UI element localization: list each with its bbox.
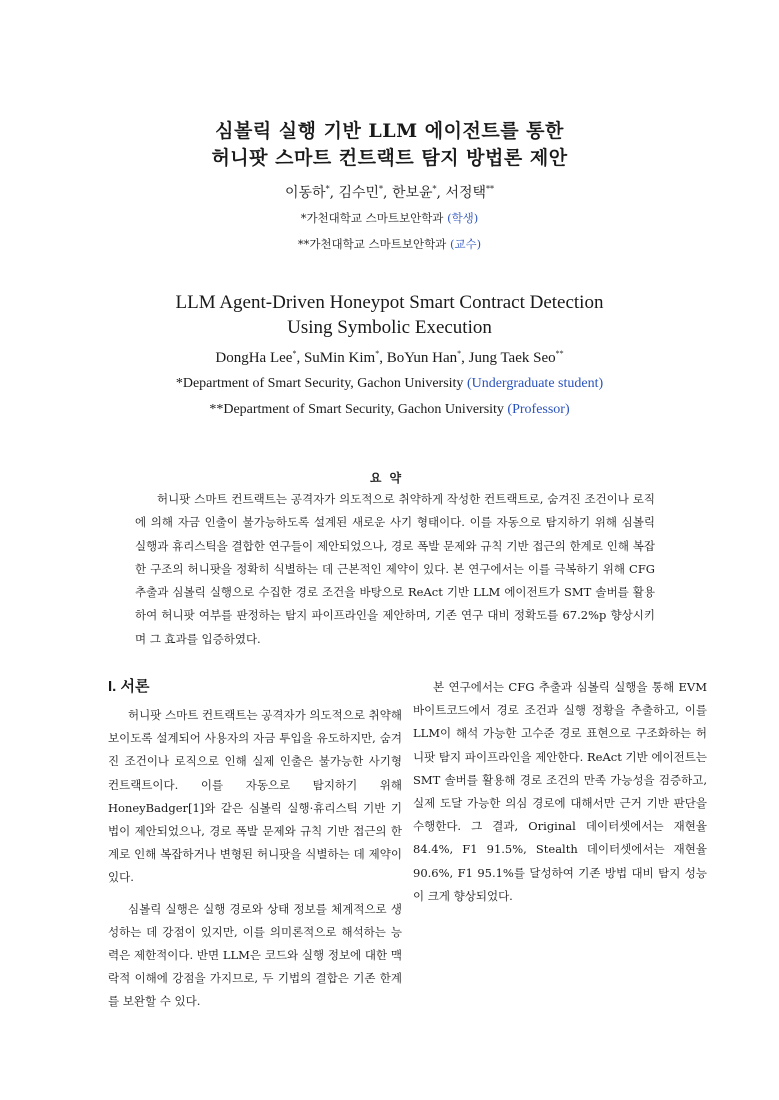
paragraph-text: 심볼릭 실행은 실행 경로와 상태 정보를 체계적으로 생성하는 데 강점이 있지만, 이를 의미론적으로 해석하는 능력은 제한적이다. 반면 LLM은 코드와 실행 정보에 대한 맥락적 이해에 강점을 가지므로, 두 기법의 결합은 기존 한계를 보완할 수 있다. xyxy=(108,901,402,1009)
author-kr-3: 한보윤 xyxy=(391,185,433,201)
section-title: I. 서론 xyxy=(108,678,150,695)
affiliation-text: Department of Smart Security, Gachon University xyxy=(223,402,508,417)
author-separator: , xyxy=(329,185,339,201)
author-separator: , xyxy=(296,350,304,366)
author-separator: , xyxy=(379,350,387,366)
affiliation-text: 가천대학교 스마트보안학과 xyxy=(306,211,448,225)
korean-title-line-2: 허니팟 스마트 컨트랙트 탐지 방법론 제안 xyxy=(211,147,568,169)
paragraph xyxy=(108,898,402,1014)
paragraph xyxy=(108,704,402,890)
affiliation-text: Department of Smart Security, Gachon University xyxy=(182,376,467,391)
abstract-heading: 요약 xyxy=(369,471,410,485)
english-authors xyxy=(0,350,779,367)
korean-authors xyxy=(0,182,779,202)
affiliation-role: (교수) xyxy=(449,237,482,251)
english-title-line-2: Using Symbolic Execution xyxy=(287,317,492,338)
author-kr-4: 서정택 xyxy=(445,185,487,201)
author-separator: , xyxy=(461,350,469,366)
author-en-4: Jung Taek Seo xyxy=(468,350,556,366)
author-en-1: DongHa Lee xyxy=(215,350,293,366)
english-affiliation-2 xyxy=(0,402,779,418)
author-mark: * xyxy=(375,349,380,358)
korean-affiliation-2 xyxy=(0,236,779,252)
english-title-line-1: LLM Agent-Driven Honeypot Smart Contract Detection xyxy=(175,292,604,313)
korean-affiliation-1 xyxy=(0,210,779,226)
affiliation-mark: ** xyxy=(297,237,310,251)
author-mark: ** xyxy=(555,349,564,358)
affiliation-mark: ** xyxy=(209,402,224,417)
affiliation-role: (학생) xyxy=(447,211,479,225)
affiliation-mark: * xyxy=(300,211,307,225)
author-mark: * xyxy=(325,184,330,194)
affiliation-role: (Undergraduate student) xyxy=(466,376,604,391)
author-kr-2: 김수민 xyxy=(338,185,380,201)
abstract-body xyxy=(135,488,655,651)
author-separator: , xyxy=(383,185,392,201)
english-title xyxy=(0,290,779,340)
author-mark: * xyxy=(457,349,462,358)
right-column xyxy=(413,676,707,908)
paragraph-text: 허니팟 스마트 컨트랙트는 공격자가 의도적으로 취약해 보이도록 설계되어 사용자의 자금 투입을 유도하지만, 숨겨진 조건이나 로직으로 인해 실제 인출은 불가능한 사기형 컨트랙트이다. 이를 자동으로 탐지하기 위해 HoneyBadger[1]와 같은 심볼릭 실행·휴리스틱 기반 기법이 제안되었으나, 경로 폭발 문제와 규칙 기반 접근의 한계로 인해 복잡하거나 변형된 허니팟을 식별하는 데 제약이 있다. xyxy=(108,708,402,885)
korean-title xyxy=(0,118,779,172)
author-mark: * xyxy=(432,184,437,194)
author-kr-1: 이동하 xyxy=(284,185,326,201)
author-separator: , xyxy=(436,185,446,201)
paragraph-text: 본 연구에서는 CFG 추출과 심볼릭 실행을 통해 EVM 바이트코드에서 경로 조건과 실행 정황을 추출하고, 이를 LLM이 해석 가능한 고수준 경로 표현으로 구조화하는 허니팟 탐지 파이프라인을 제안한다. ReAct 기반 에이전트는 SMT 솔버를 활용해 경로 조건의 만족 가능성을 검증하고, 실제 도달 가능한 의심 경로에 대해서만 근거 기반 판단을 수행한다. 그 결과, Original 데이터셋에서는 재현율 84.4%, F1 91.5%, Stealth 데이터셋에서는 재현율 90.6%, F1 95.1%를 달성하여 기존 방법 대비 탐지 성능이 크게 향상되었다. xyxy=(413,680,707,903)
affiliation-role: (Professor) xyxy=(507,402,570,417)
left-column xyxy=(108,676,402,1014)
author-mark: * xyxy=(292,349,297,358)
author-mark: ** xyxy=(486,184,495,194)
author-mark: * xyxy=(379,184,384,194)
affiliation-text: 가천대학교 스마트보안학과 xyxy=(309,237,450,251)
affiliation-mark: * xyxy=(175,376,183,391)
english-affiliation-1 xyxy=(0,376,779,392)
korean-title-line-1: 심볼릭 실행 기반 LLM 에이전트를 통한 xyxy=(215,120,564,142)
author-en-2: SuMin Kim xyxy=(303,350,376,366)
paragraph xyxy=(413,676,707,908)
abstract-text: 허니팟 스마트 컨트랙트는 공격자가 의도적으로 취약하게 작성한 컨트랙트로, 숨겨진 조건이나 로직에 의해 자금 인출이 불가능하도록 설계된 새로운 사기 형태이다. 이를 자동으로 탐지하기 위해 심볼릭 실행과 휴리스틱을 결합한 연구들이 제안되었으나, 경로 폭발 문제와 규칙 기반 접근의 한계로 인해 복잡한 구조의 허니팟을 정확히 식별하는 데 근본적인 제약이 있다. 본 연구에서는 이를 극복하기 위해 CFG 추출과 심볼릭 실행으로 수집한 경로 조건을 바탕으로 ReAct 기반 LLM 에이전트가 SMT 솔버를 활용하여 허니팟 여부를 판정하는 탐지 파이프라인을 제안하며, 기존 연구 대비 정확도를 67.2%p 향상시키며 그 효과를 입증하였다. xyxy=(135,492,655,646)
author-en-3: BoYun Han xyxy=(386,350,458,366)
